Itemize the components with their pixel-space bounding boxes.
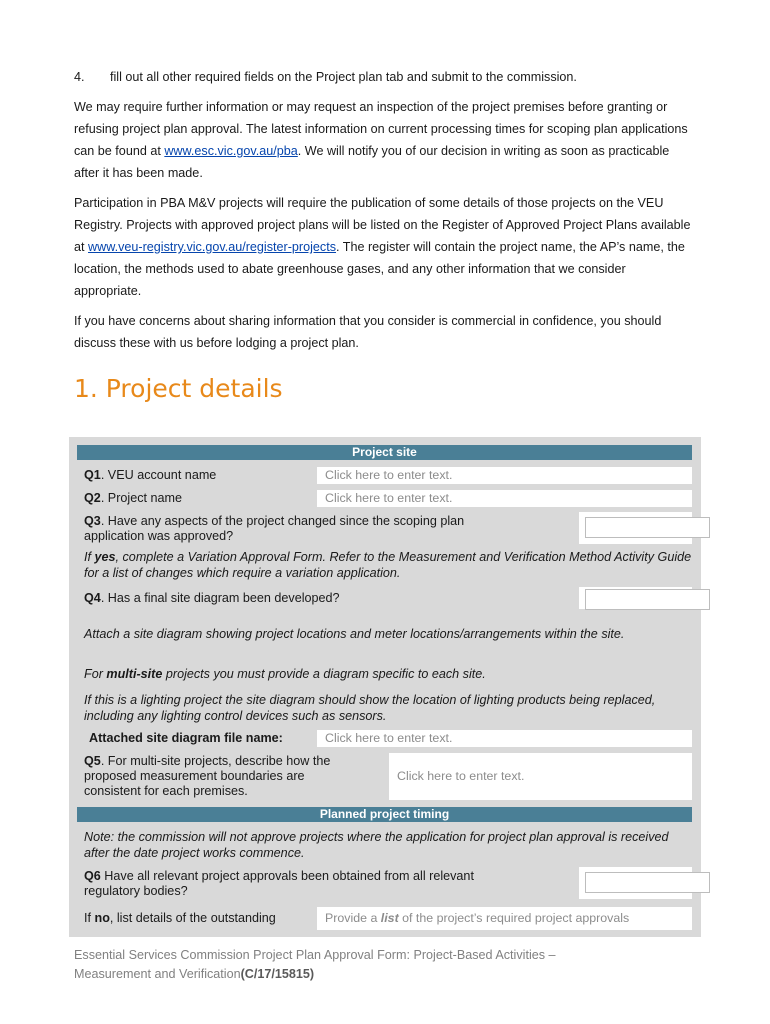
paragraph-text: . The register will contain the project name, the AP’s name, the location, the methods used to abate greenhouse gases, and any other information that we consider appropriate. — [74, 240, 685, 298]
followup-bold: no — [94, 911, 110, 925]
step-number: 4. — [74, 70, 85, 84]
q2-label — [84, 491, 182, 506]
q5-text: . For multi-site projects, describe how the — [100, 754, 331, 768]
note-text: For — [84, 667, 107, 681]
project-name-field[interactable]: Click here to enter text. — [317, 490, 692, 507]
step-item — [74, 67, 577, 87]
site-diagram-filename-field[interactable]: Click here to enter text. — [317, 730, 692, 747]
q1-text: . VEU account name — [100, 468, 217, 482]
footer-line2: Measurement and Verification — [74, 967, 241, 981]
q5-text-line3: consistent for each premises. — [84, 784, 248, 798]
placeholder-text: Provide a — [325, 911, 381, 925]
section-heading: 1. Project details — [74, 374, 283, 403]
multi-site-note — [84, 667, 694, 683]
q3-label — [84, 514, 464, 544]
q5-label — [84, 754, 330, 799]
note-text: , complete a Variation Approval Form. Refer to the Measurement and Verification Method Activity Guide for a list of changes which require a variation application. — [84, 550, 692, 580]
paragraph-text: If you have concerns about sharing information that you consider is commercial in confidence, you should discuss these with us before lodging a project plan. — [74, 314, 662, 350]
note-text: If — [84, 550, 95, 564]
veu-account-name-field[interactable]: Click here to enter text. — [317, 467, 692, 484]
step-text: fill out all other required fields on the Project plan tab and submit to the commission. — [110, 70, 577, 84]
veu-registry-link[interactable]: www.veu-registry.vic.gov.au/register-projects — [88, 240, 337, 254]
project-details-form — [69, 437, 701, 937]
note-text: projects you must provide a diagram specific to each site. — [162, 667, 486, 681]
lighting-project-note: If this is a lighting project the site diagram should show the location of lighting products being replaced, including any lighting control devices such as sensors. — [84, 693, 656, 723]
q1-number: Q1 — [84, 468, 101, 482]
paragraph-processing — [74, 96, 696, 184]
q6-followup-label — [84, 911, 276, 926]
q3-text-line2: application was approved? — [84, 529, 234, 543]
note-bold: yes — [94, 550, 116, 564]
q6-text: Have all relevant project approvals been obtained from all relevant — [100, 869, 474, 883]
q1-label — [84, 468, 216, 483]
project-site-header: Project site — [77, 445, 692, 460]
paragraph-text: We may require further information or may request an inspection of the project premises before granting or refusing project plan approval. The latest information on current processing times for scoping plan applications can be found at — [74, 100, 688, 158]
paragraph-text: Participation in PBA M&V projects will require the publication of some details of those projects on the VEU Registry. Projects with approved project plans will be listed on the Register of Approved Project Plans available at — [74, 196, 691, 254]
q3-answer-dropdown[interactable] — [585, 517, 710, 538]
q3-number: Q3 — [84, 514, 101, 528]
q4-text: . Has a final site diagram been developed? — [100, 591, 340, 605]
q4-answer-dropdown[interactable] — [585, 589, 710, 610]
project-timing-header: Planned project timing — [77, 807, 692, 822]
note-bold: multi-site — [106, 667, 163, 681]
paragraph-registry — [74, 192, 696, 302]
q6-label — [84, 869, 474, 899]
q6-answer-dropdown[interactable] — [585, 872, 710, 893]
q5-text-line2: proposed measurement boundaries are — [84, 769, 305, 783]
outstanding-approvals-field[interactable] — [317, 907, 692, 930]
q5-number: Q5 — [84, 754, 101, 768]
q2-text: . Project name — [100, 491, 183, 505]
paragraph-confidence — [74, 310, 696, 354]
esc-pba-link[interactable]: www.esc.vic.gov.au/pba — [164, 144, 298, 158]
placeholder-bold: list — [380, 911, 399, 925]
q2-number: Q2 — [84, 491, 101, 505]
followup-text: If — [84, 911, 95, 925]
site-diagram-note: Attach a site diagram showing project locations and meter locations/arrangements within the site. — [84, 627, 625, 641]
q3-variation-note — [84, 550, 694, 581]
q3-text: . Have any aspects of the project changed since the scoping plan — [100, 514, 465, 528]
q4-number: Q4 — [84, 591, 101, 605]
footer-line1: Essential Services Commission Project Plan Approval Form: Project-Based Activities – — [74, 948, 556, 962]
attached-diagram-label: Attached site diagram file name: — [89, 731, 283, 745]
q6-number: Q6 — [84, 869, 101, 883]
page-footer — [74, 946, 674, 984]
followup-text: , list details of the outstanding — [109, 911, 276, 925]
timing-note: Note: the commission will not approve projects where the application for project plan approval is received after the date project works commence. — [84, 830, 669, 860]
measurement-boundaries-field[interactable]: Click here to enter text. — [389, 753, 692, 800]
placeholder-text: of the project’s required project approvals — [398, 911, 630, 925]
q4-label — [84, 591, 340, 606]
paragraph-text: . We will notify you of our decision in writing as soon as practicable after it has been made. — [74, 144, 670, 180]
q6-text-line2: regulatory bodies? — [84, 884, 188, 898]
footer-reference: (C/17/15815) — [240, 967, 315, 981]
